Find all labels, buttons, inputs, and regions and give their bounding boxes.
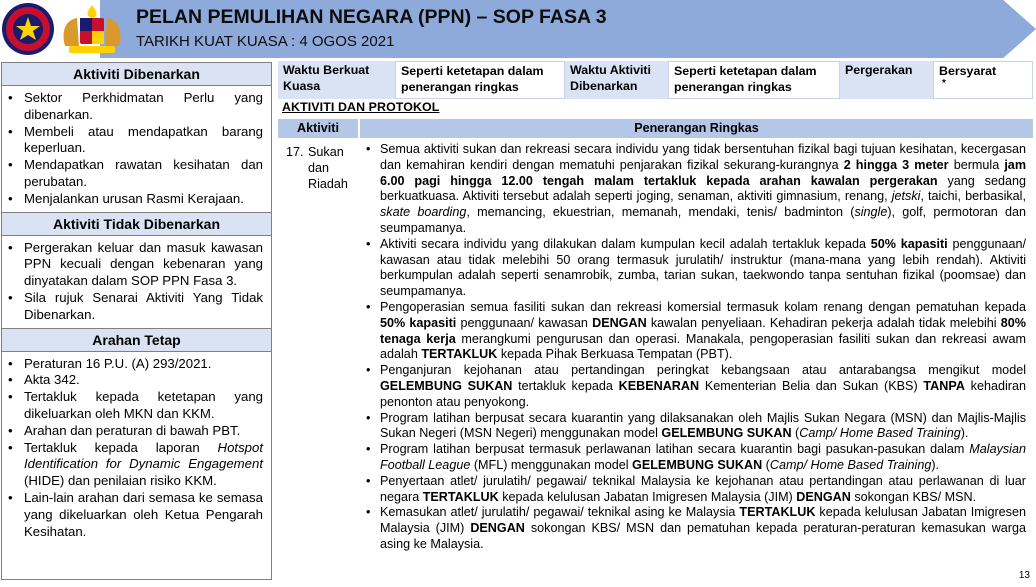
heading-aktiviti-tidak-dibenarkan: Aktiviti Tidak Dibenarkan <box>2 212 271 236</box>
pergerakan-label: Pergerakan <box>840 61 933 99</box>
list-item: • Mendapatkan rawatan kesihatan dan perubatan. <box>8 157 263 191</box>
waktu-berkuat-kuasa-label: Waktu Berkuat Kuasa <box>278 61 395 99</box>
list-aktiviti-tidak-dibenarkan <box>2 236 271 328</box>
status-bar <box>278 61 1033 99</box>
list-item: • Kemasukan atlet/ jurulatih/ pegawai/ teknikal asing ke Malaysia TERTAKLUK kepada kelulusan Jabatan Imigresen Malaysia (JIM) DENGAN sokongan KBS/ MSN dan pematuhan kepada peraturan-peraturan kemasukan warga asing ke Malaysia. <box>364 505 1026 552</box>
jata-negara-icon <box>57 2 127 56</box>
heading-arahan-tetap: Arahan Tetap <box>2 328 271 352</box>
table-header <box>278 119 1033 138</box>
list-item: • Aktiviti secara individu yang dilakukan dalam kumpulan kecil adalah tertakluk kepada 50% kapasiti penggunaan/ kawasan atau tidak melebihi 50 orang termasuk jurulatih/ instruktur (mana-mana yang lebih rendah). Aktiviti berkumpulan adalah seperti senamrobik, zumba, tarian sukan, taekwondo tanpa sentuhan fizikal (poomsae) dan seumpamanya. <box>364 237 1026 300</box>
waktu-aktiviti-value: Seperti ketetapan dalam penerangan ringkas <box>668 61 840 99</box>
list-item: • Menjalankan urusan Rasmi Kerajaan. <box>8 191 263 208</box>
column-header-description: Penerangan Ringkas <box>360 119 1033 138</box>
mkn-logo-icon <box>1 2 55 56</box>
list-item: • Pengoperasian semua fasiliti sukan dan rekreasi komersial termasuk kolam renang dengan pematuhan kepada 50% kapasiti penggunaan/ kawasan DENGAN kawalan penyeliaan. Kehadiran pekerja adalah tidak melebihi 80% tenaga kerja merangkumi pengurusan dan operasi. Manakala, pengoperasian fasiliti sukan dan rekreasi awam adalah TERTAKLUK kepada Pihak Berkuasa Tempatan (PBT). <box>364 300 1026 363</box>
left-panel <box>1 62 272 580</box>
waktu-berkuat-kuasa-value: Seperti ketetapan dalam penerangan ringkas <box>395 61 565 99</box>
column-header-activity: Aktiviti <box>278 119 358 138</box>
activity-number: 17. <box>286 145 304 159</box>
list-item: • Sila rujuk Senarai Aktiviti Yang Tidak Dibenarkan. <box>8 290 263 324</box>
list-item: • Sektor Perkhidmatan Perlu yang dibenarkan. <box>8 90 263 124</box>
list-item: • Penyertaan atlet/ jurulatih/ pegawai/ teknikal Malaysia ke kejohanan atau pertandingan atau perlawanan di luar negara TERTAKLUK kepada kelulusan Jabatan Imigresen Malaysia (JIM) DENGAN sokongan KBS/ MSN. <box>364 474 1026 506</box>
effective-date: TARIKH KUAT KUASA : 4 OGOS 2021 <box>136 33 395 50</box>
list-item: • Membeli atau mendapatkan barang keperluan. <box>8 124 263 158</box>
list-item: • Program latihan berpusat secara kuarantin yang dilaksanakan oleh Majlis Sukan Negara (MSN) dan Majlis-Majlis Sukan Negeri (MSN Negeri) menggunakan model GELEMBUNG SUKAN (Camp/ Home Based Training). <box>364 411 1026 443</box>
list-item: • Pergerakan keluar dan masuk kawasan PPN kecuali dengan kebenaran yang dinyatakan dalam SOP PPN Fasa 3. <box>8 240 263 290</box>
bersyarat-label: Bersyarat <box>939 64 997 78</box>
list-item: • Tertakluk kepada ketetapan yang dikeluarkan oleh MKN dan KKM. <box>8 389 263 423</box>
list-arahan-tetap <box>2 352 271 545</box>
table-row <box>278 140 1033 580</box>
section-title: AKTIVITI DAN PROTOKOL <box>282 100 440 114</box>
waktu-aktiviti-label: Waktu Aktiviti Dibenarkan <box>565 61 668 99</box>
list-item: • Penganjuran kejohanan atau pertandingan peringkat kebangsaan atau antarabangsa mengikut model GELEMBUNG SUKAN tertakluk kepada KEBENARAN Kementerian Belia dan Sukan (KBS) TANPA kehadiran penonton atau penyokong. <box>364 363 1026 410</box>
list-item: • Arahan dan peraturan di bawah PBT. <box>8 423 263 440</box>
list-item: • Program latihan berpusat termasuk perlawanan latihan secara kuarantin bagi pasukan-pasukan dalam Malaysian Football League (MFL) menggunakan model GELEMBUNG SUKAN (Camp/ Home Based Training). <box>364 442 1026 474</box>
header <box>0 0 1036 58</box>
list-item: • Lain-lain arahan dari semasa ke semasa yang dikeluarkan oleh Ketua Pengarah Kesihatan. <box>8 490 263 540</box>
heading-aktiviti-dibenarkan: Aktiviti Dibenarkan <box>2 63 271 86</box>
activity-name: Sukan dan Riadah <box>308 145 348 191</box>
description-list <box>364 142 1026 553</box>
list-item: • Semua aktiviti sukan dan rekreasi secara individu yang tidak bersentuhan fizikal bagi tujuan kesihatan, kecergasan dan kemahiran kendiri dengan mematuhi penjarakan fizikal sekurang-kurangnya 2 hingga 3 meter bermula jam 6.00 pagi hingga 12.00 tengah malam tertakluk kepada arahan kawalan pergerakan yang sedang berkuatkuasa. Aktiviti tersebut adalah seperti joging, senaman, aktiviti gimnasium, renang, jetski, taichi, berbasikal, skate boarding, memancing, ekuestrian, memanah, mendaki, tenis/ badminton (single), golf, permotoran dan seumpamanya. <box>364 142 1026 237</box>
page-number: 13 <box>1018 570 1030 581</box>
list-item: • Tertakluk kepada laporan Hotspot Identification for Dynamic Engagement (HIDE) dan penilaian risiko KKM. <box>8 440 263 490</box>
list-aktiviti-dibenarkan <box>2 86 271 212</box>
bersyarat-cell <box>933 61 1033 99</box>
page-title: PELAN PEMULIHAN NEGARA (PPN) – SOP FASA 3 <box>136 6 607 28</box>
list-item: • Akta 342. <box>8 372 263 389</box>
list-item: • Peraturan 16 P.U. (A) 293/2021. <box>8 356 263 373</box>
bersyarat-mark: * <box>942 78 946 89</box>
